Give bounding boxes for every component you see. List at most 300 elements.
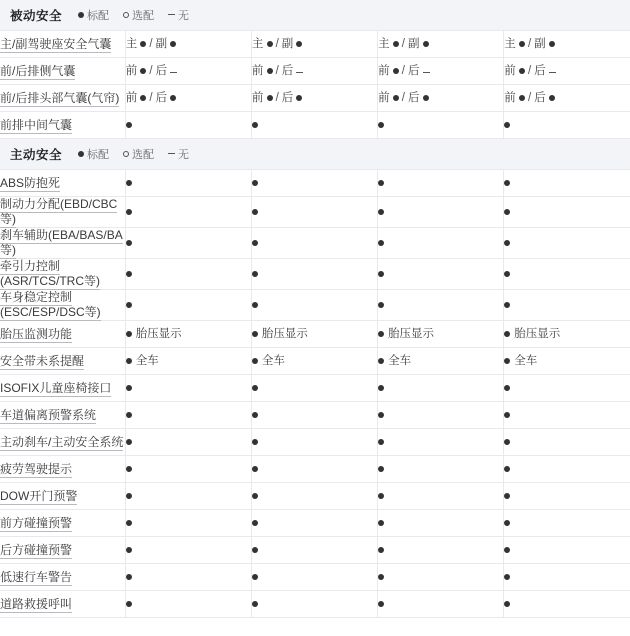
table-row: [0, 537, 630, 564]
table-row: [0, 483, 630, 510]
standard-dot-icon: [504, 209, 510, 215]
standard-dot-icon: [126, 271, 132, 277]
spec-value-cell: [504, 456, 630, 483]
spec-value-cell: [378, 85, 504, 112]
standard-dot-icon: [423, 95, 429, 101]
optional-circle-icon: [123, 151, 129, 157]
none-dash-icon: [168, 14, 175, 15]
value-prefix-label: 前: [378, 91, 390, 104]
section-title: 被动安全: [10, 9, 63, 23]
legend-item-none-label: 无: [178, 10, 190, 22]
spec-row-label-text: 后方碰撞预警: [0, 542, 73, 557]
spec-row-label-text: 主/副驾驶座安全气囊: [0, 36, 112, 51]
value-prefix-label: 前: [125, 64, 138, 77]
spec-value-cell: [378, 321, 504, 348]
spec-value-cell: [378, 483, 504, 510]
table-row: [0, 259, 630, 290]
spec-value-cell: [504, 228, 630, 259]
standard-dot-icon: [252, 574, 258, 580]
standard-dot-icon: [378, 331, 384, 337]
spec-row-label-text: ABS防抱死: [0, 175, 61, 190]
spec-value-cell: [378, 197, 504, 228]
spec-row-label[interactable]: [0, 537, 125, 564]
spec-value-cell: [378, 402, 504, 429]
spec-value-cell: [504, 564, 630, 591]
standard-dot-icon: [378, 180, 384, 186]
spec-value-cell: [125, 402, 251, 429]
table-row: [0, 112, 630, 139]
standard-dot-icon: [378, 520, 384, 526]
standard-dot-icon: [78, 12, 84, 18]
value-separator: /: [527, 91, 532, 104]
spec-row-label[interactable]: [0, 348, 125, 375]
table-row: [0, 290, 630, 321]
standard-dot-icon: [378, 240, 384, 246]
spec-value-cell: [125, 112, 251, 139]
legend-item-standard-label: 标配: [87, 10, 110, 22]
spec-value-cell: [251, 510, 377, 537]
standard-dot-icon: [504, 574, 510, 580]
spec-value-cell: [125, 564, 251, 591]
spec-value-cell: [378, 348, 504, 375]
spec-value-cell: [378, 31, 504, 58]
spec-value-cell: [125, 483, 251, 510]
standard-dot-icon: [378, 466, 384, 472]
spec-value-cell: [251, 375, 377, 402]
value-suffix-label: 全车: [388, 354, 412, 367]
standard-dot-icon: [140, 41, 146, 47]
spec-value-cell: [251, 228, 377, 259]
spec-value-cell: [378, 564, 504, 591]
spec-value-cell: [251, 402, 377, 429]
standard-dot-icon: [504, 601, 510, 607]
spec-value-cell: [251, 564, 377, 591]
spec-value-cell: [504, 348, 630, 375]
standard-dot-icon: [296, 95, 302, 101]
spec-value-cell: [125, 510, 251, 537]
value-separator: /: [527, 64, 532, 77]
spec-value-cell: [504, 112, 630, 139]
standard-dot-icon: [126, 493, 132, 499]
spec-row-label[interactable]: [0, 31, 125, 58]
value-prefix-label: 主: [125, 37, 138, 50]
standard-dot-icon: [378, 122, 384, 128]
standard-dot-icon: [378, 209, 384, 215]
spec-row-label-text: 疲劳驾驶提示: [0, 461, 73, 476]
standard-dot-icon: [252, 240, 258, 246]
spec-value-cell: [125, 170, 251, 197]
spec-row-label-text: 道路救援呼叫: [0, 596, 73, 611]
value-prefix-label: 前: [125, 91, 138, 104]
table-row: [0, 591, 630, 618]
standard-dot-icon: [126, 601, 132, 607]
standard-dot-icon: [504, 520, 510, 526]
spec-value-cell: [251, 456, 377, 483]
standard-dot-icon: [252, 412, 258, 418]
spec-row-label[interactable]: [0, 290, 125, 321]
standard-dot-icon: [378, 302, 384, 308]
value-suffix-label: 全车: [514, 354, 538, 367]
spec-value-cell: [125, 456, 251, 483]
value-prefix-label: 后: [281, 64, 294, 77]
standard-dot-icon: [267, 95, 273, 101]
section-title: 主动安全: [10, 148, 63, 162]
table-row: [0, 58, 630, 85]
spec-row-label-text: 制动力分配(EBD/CBC等): [0, 197, 118, 226]
standard-dot-icon: [378, 493, 384, 499]
spec-value-cell: [378, 537, 504, 564]
value-separator: /: [275, 91, 279, 104]
spec-row-label[interactable]: [0, 259, 125, 290]
legend-item-standard: [78, 7, 109, 23]
standard-dot-icon: [504, 547, 510, 553]
spec-value-cell: [125, 58, 251, 85]
spec-value-cell: [378, 259, 504, 290]
standard-dot-icon: [378, 547, 384, 553]
spec-row-label-text: 刹车辅助(EBA/BAS/BA等): [0, 228, 123, 257]
standard-dot-icon: [504, 439, 510, 445]
standard-dot-icon: [393, 68, 399, 74]
spec-row-label-text: 前排中间气囊: [0, 117, 73, 132]
spec-row-label[interactable]: [0, 456, 125, 483]
spec-row-label-text: 牵引力控制(ASR/TCS/TRC等): [0, 259, 100, 288]
standard-dot-icon: [504, 466, 510, 472]
standard-dot-icon: [393, 95, 399, 101]
spec-value-cell: [504, 375, 630, 402]
value-prefix-label: 前: [504, 91, 516, 104]
legend-item-standard-label: 标配: [87, 149, 110, 161]
value-separator: /: [275, 37, 279, 50]
standard-dot-icon: [252, 302, 258, 308]
standard-dot-icon: [504, 412, 510, 418]
none-dash-icon: [168, 153, 175, 154]
standard-dot-icon: [504, 385, 510, 391]
spec-value-cell: [504, 591, 630, 618]
value-prefix-label: 后: [155, 64, 168, 77]
spec-row-label[interactable]: [0, 375, 125, 402]
standard-dot-icon: [252, 601, 258, 607]
standard-dot-icon: [549, 41, 555, 47]
spec-value-cell: [251, 429, 377, 456]
value-suffix-label: 胎压显示: [135, 327, 182, 340]
legend-item-optional-label: 选配: [132, 149, 155, 161]
value-suffix-label: 胎压显示: [388, 327, 435, 340]
standard-dot-icon: [140, 68, 146, 74]
standard-dot-icon: [504, 271, 510, 277]
optional-circle-icon: [123, 12, 129, 18]
spec-value-cell: [504, 85, 630, 112]
spec-row-label-text: 低速行车警告: [0, 569, 73, 584]
spec-row-label-text: ISOFIX儿童座椅接口: [0, 380, 112, 395]
value-prefix-label: 副: [534, 37, 546, 50]
spec-value-cell: [378, 429, 504, 456]
value-prefix-label: 副: [155, 37, 168, 50]
legend-item-none: [168, 7, 189, 23]
standard-dot-icon: [252, 180, 258, 186]
value-suffix-label: 全车: [261, 354, 285, 367]
spec-value-cell: [504, 58, 630, 85]
standard-dot-icon: [126, 240, 132, 246]
table-row: [0, 456, 630, 483]
standard-dot-icon: [378, 385, 384, 391]
standard-dot-icon: [423, 41, 429, 47]
spec-value-cell: [125, 375, 251, 402]
standard-dot-icon: [378, 412, 384, 418]
value-prefix-label: 后: [534, 64, 546, 77]
value-separator: /: [149, 37, 153, 50]
value-prefix-label: 后: [407, 91, 420, 104]
standard-dot-icon: [140, 95, 146, 101]
spec-row-label[interactable]: [0, 170, 125, 197]
value-separator: /: [401, 37, 405, 50]
spec-row-label[interactable]: [0, 197, 125, 228]
spec-row-label-text: 车身稳定控制(ESC/ESP/DSC等): [0, 290, 101, 319]
spec-value-cell: [251, 290, 377, 321]
value-separator: /: [275, 64, 279, 77]
spec-value-cell: [378, 510, 504, 537]
value-separator: /: [149, 64, 153, 77]
spec-value-cell: [504, 31, 630, 58]
section-header: [0, 139, 630, 169]
standard-dot-icon: [393, 41, 399, 47]
table-row: [0, 402, 630, 429]
value-prefix-label: 前: [251, 64, 264, 77]
spec-value-cell: [504, 197, 630, 228]
spec-value-cell: [251, 85, 377, 112]
spec-row-label-text: DOW开门预警: [0, 488, 78, 503]
spec-row-label[interactable]: [0, 483, 125, 510]
spec-row-label[interactable]: [0, 591, 125, 618]
standard-dot-icon: [126, 180, 132, 186]
value-prefix-label: 副: [407, 37, 420, 50]
spec-row-label[interactable]: [0, 402, 125, 429]
spec-value-cell: [251, 591, 377, 618]
spec-value-cell: [504, 259, 630, 290]
value-prefix-label: 前: [378, 64, 390, 77]
value-prefix-label: 副: [281, 37, 294, 50]
spec-row-label[interactable]: [0, 510, 125, 537]
spec-row-label-text: 胎压监测功能: [0, 326, 73, 341]
spec-value-cell: [125, 228, 251, 259]
value-suffix-label: 全车: [135, 354, 159, 367]
spec-value-cell: [378, 456, 504, 483]
table-row: [0, 564, 630, 591]
standard-dot-icon: [519, 41, 525, 47]
standard-dot-icon: [126, 466, 132, 472]
table-row: [0, 228, 630, 259]
spec-value-cell: [125, 429, 251, 456]
legend: [78, 146, 189, 162]
spec-value-cell: [125, 348, 251, 375]
spec-value-cell: [125, 259, 251, 290]
table-row: [0, 197, 630, 228]
value-prefix-label: 前: [251, 91, 264, 104]
spec-value-cell: [504, 483, 630, 510]
standard-dot-icon: [252, 466, 258, 472]
standard-dot-icon: [78, 151, 84, 157]
spec-value-cell: [251, 537, 377, 564]
standard-dot-icon: [170, 95, 176, 101]
table-row: [0, 321, 630, 348]
value-prefix-label: 前: [504, 64, 516, 77]
value-prefix-label: 主: [251, 37, 264, 50]
legend-item-none-label: 无: [178, 149, 190, 161]
standard-dot-icon: [504, 331, 510, 337]
value-prefix-label: 主: [504, 37, 516, 50]
standard-dot-icon: [126, 209, 132, 215]
standard-dot-icon: [252, 439, 258, 445]
spec-value-cell: [378, 290, 504, 321]
spec-value-cell: [504, 402, 630, 429]
standard-dot-icon: [126, 574, 132, 580]
none-dash-icon: [423, 72, 430, 73]
spec-value-cell: [125, 591, 251, 618]
spec-value-cell: [125, 290, 251, 321]
standard-dot-icon: [126, 302, 132, 308]
spec-value-cell: [125, 321, 251, 348]
spec-value-cell: [504, 510, 630, 537]
value-prefix-label: 后: [534, 91, 546, 104]
spec-value-cell: [125, 537, 251, 564]
spec-value-cell: [504, 537, 630, 564]
section-header-cell: [0, 0, 630, 31]
spec-row-label-text: 车道偏离预警系统: [0, 407, 97, 422]
spec-row-label-text: 前/后排侧气囊: [0, 63, 76, 78]
spec-value-cell: [125, 85, 251, 112]
standard-dot-icon: [549, 95, 555, 101]
spec-value-cell: [251, 170, 377, 197]
standard-dot-icon: [504, 358, 510, 364]
standard-dot-icon: [126, 331, 132, 337]
standard-dot-icon: [126, 439, 132, 445]
value-prefix-label: 主: [378, 37, 390, 50]
standard-dot-icon: [378, 574, 384, 580]
spec-value-cell: [378, 228, 504, 259]
spec-value-cell: [251, 259, 377, 290]
value-separator: /: [527, 37, 532, 50]
table-row: [0, 348, 630, 375]
standard-dot-icon: [378, 601, 384, 607]
value-separator: /: [149, 91, 153, 104]
spec-row-label[interactable]: [0, 228, 125, 259]
spec-row-label[interactable]: [0, 321, 125, 348]
standard-dot-icon: [126, 412, 132, 418]
spec-value-cell: [251, 58, 377, 85]
legend-item-standard: [78, 146, 109, 162]
standard-dot-icon: [252, 358, 258, 364]
spec-value-cell: [125, 31, 251, 58]
standard-dot-icon: [252, 493, 258, 499]
standard-dot-icon: [252, 547, 258, 553]
standard-dot-icon: [504, 240, 510, 246]
legend-item-optional: [123, 146, 154, 162]
value-prefix-label: 后: [155, 91, 168, 104]
spec-value-cell: [125, 197, 251, 228]
standard-dot-icon: [519, 95, 525, 101]
value-prefix-label: 后: [281, 91, 294, 104]
legend-item-optional-label: 选配: [132, 10, 155, 22]
standard-dot-icon: [170, 41, 176, 47]
spec-row-label-text: 安全带未系提醒: [0, 353, 85, 368]
spec-row-label[interactable]: [0, 429, 125, 456]
spec-value-cell: [251, 112, 377, 139]
legend: [78, 7, 189, 23]
spec-value-cell: [504, 429, 630, 456]
spec-row-label-text: 前/后排头部气囊(气帘): [0, 90, 120, 105]
spec-value-cell: [378, 112, 504, 139]
none-dash-icon: [549, 72, 556, 73]
spec-value-cell: [251, 321, 377, 348]
standard-dot-icon: [296, 41, 302, 47]
standard-dot-icon: [504, 493, 510, 499]
standard-dot-icon: [126, 122, 132, 128]
standard-dot-icon: [252, 331, 258, 337]
standard-dot-icon: [378, 358, 384, 364]
standard-dot-icon: [378, 271, 384, 277]
value-suffix-label: 胎压显示: [514, 327, 561, 340]
section-header: [0, 0, 630, 30]
spec-row-label[interactable]: [0, 58, 125, 85]
spec-value-cell: [251, 348, 377, 375]
spec-value-cell: [378, 591, 504, 618]
table-row: [0, 31, 630, 58]
none-dash-icon: [170, 72, 177, 73]
spec-value-cell: [251, 483, 377, 510]
legend-item-optional: [123, 7, 154, 23]
standard-dot-icon: [267, 68, 273, 74]
spec-value-cell: [504, 321, 630, 348]
value-separator: /: [401, 64, 405, 77]
standard-dot-icon: [519, 68, 525, 74]
standard-dot-icon: [504, 180, 510, 186]
value-prefix-label: 后: [407, 64, 420, 77]
standard-dot-icon: [126, 520, 132, 526]
spec-value-cell: [251, 197, 377, 228]
spec-value-cell: [504, 290, 630, 321]
section-header-row: [0, 139, 630, 170]
table-row: [0, 375, 630, 402]
spec-value-cell: [378, 170, 504, 197]
standard-dot-icon: [126, 547, 132, 553]
spec-value-cell: [504, 170, 630, 197]
spec-value-cell: [251, 31, 377, 58]
value-separator: /: [401, 91, 405, 104]
standard-dot-icon: [504, 122, 510, 128]
spec-row-label-text: 主动刹车/主动安全系统: [0, 434, 124, 449]
standard-dot-icon: [126, 385, 132, 391]
section-header-row: [0, 0, 630, 31]
table-row: [0, 429, 630, 456]
standard-dot-icon: [252, 209, 258, 215]
value-suffix-label: 胎压显示: [261, 327, 308, 340]
spec-row-label[interactable]: [0, 564, 125, 591]
spec-row-label[interactable]: [0, 85, 125, 112]
standard-dot-icon: [504, 302, 510, 308]
table-row: [0, 85, 630, 112]
table-row: [0, 510, 630, 537]
table-row: [0, 170, 630, 197]
spec-value-cell: [378, 375, 504, 402]
standard-dot-icon: [252, 271, 258, 277]
legend-item-none: [168, 146, 189, 162]
spec-row-label[interactable]: [0, 112, 125, 139]
standard-dot-icon: [252, 385, 258, 391]
section-header-cell: [0, 139, 630, 170]
standard-dot-icon: [378, 439, 384, 445]
standard-dot-icon: [267, 41, 273, 47]
standard-dot-icon: [252, 122, 258, 128]
standard-dot-icon: [126, 358, 132, 364]
